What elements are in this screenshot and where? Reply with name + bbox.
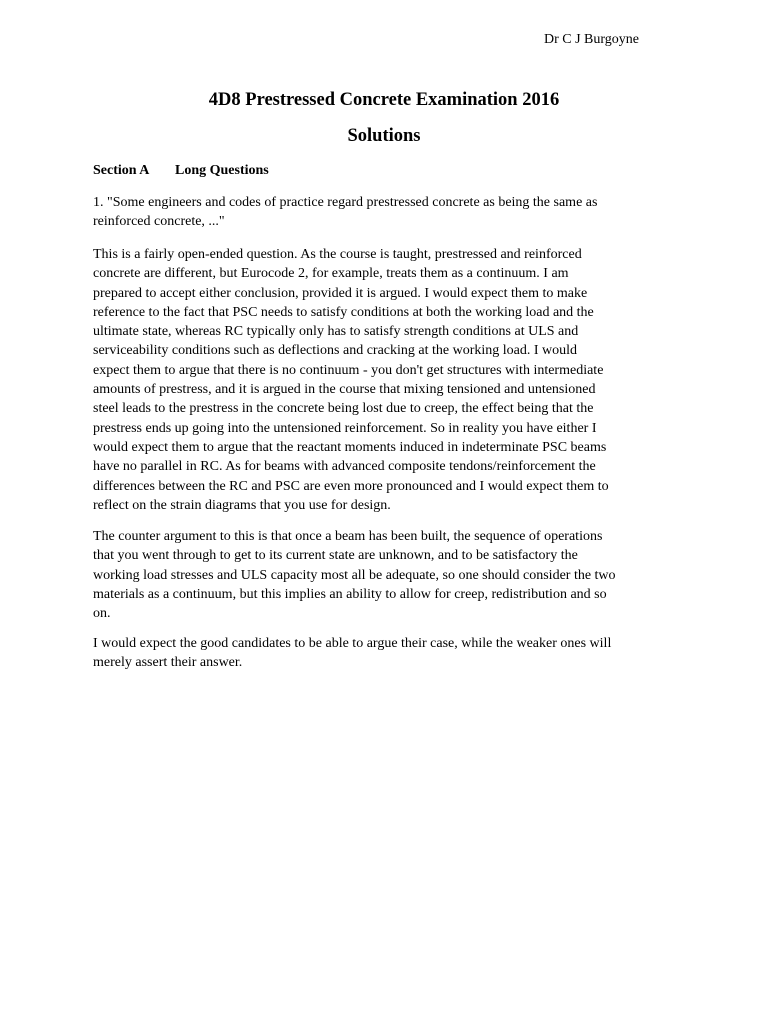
author-name: Dr C J Burgoyne [543, 32, 639, 47]
text-line: reflect on the strain diagrams that you use for design. [93, 497, 391, 513]
text-line: working load stresses and ULS capacity most all be adequate, so one should consider the two [93, 567, 616, 583]
text-line: reference to the fact that PSC needs to satisfy conditions at both the working load and the [93, 304, 594, 320]
text-line: reinforced concrete, ..." [93, 214, 225, 230]
text-line: This is a fairly open-ended question. As the course is taught, prestressed and reinforced [93, 247, 582, 262]
text-line: prestress ends up going into the untensioned reinforcement. So in reality you have either I [93, 420, 597, 436]
answer-paragraph-2 [93, 527, 677, 623]
section-heading [93, 162, 269, 180]
text-line: materials as a continuum, but this implies an ability to allow for creep, redistribution and so [93, 586, 607, 602]
section-name: Long Questions [175, 163, 269, 178]
text-line: serviceability conditions such as deflections and cracking at the working load. I would [93, 343, 578, 359]
document-title: 4D8 Prestressed Concrete Examination 2016 [208, 90, 560, 110]
answer-paragraph-1 [93, 245, 677, 515]
text-line: that you went through to get to its current state are unknown, and to be satisfactory the [93, 548, 578, 564]
text-line: prepared to accept either conclusion, provided it is argued. I would expect them to make [93, 285, 588, 301]
text-line: I would expect the good candidates to be able to argue their case, while the weaker ones will [93, 636, 612, 651]
section-label: Section A [93, 163, 150, 178]
text-line: have no parallel in RC. As for beams with advanced composite tendons/reinforcement the [93, 459, 596, 475]
text-line: merely assert their answer. [93, 655, 243, 671]
text-line: expect them to argue that there is no continuum - you don't get structures with intermediate [93, 362, 604, 378]
document-subtitle: Solutions [347, 126, 421, 146]
question-paragraph [93, 193, 677, 232]
answer-paragraph-3 [93, 634, 677, 673]
text-line: amounts of prestress, and it is argued in the course that mixing tensioned and untensioned [93, 382, 596, 398]
text-line: differences between the RC and PSC are even more pronounced and I would expect them to [93, 478, 609, 494]
text-line: steel leads to the prestress in the concrete being lost due to creep, the effect being that the [93, 401, 594, 417]
text-line: 1. "Some engineers and codes of practice regard prestressed concrete as being the same as [93, 195, 598, 210]
text-line: on. [93, 606, 111, 622]
text-line: concrete are different, but Eurocode 2, for example, treats them as a continuum. I am [93, 266, 569, 282]
text-line: would expect them to argue that the reactant moments induced in indeterminate PSC beams [93, 439, 607, 455]
text-line: ultimate state, whereas RC typically only has to satisfy strength conditions at ULS and [93, 324, 579, 340]
text-line: The counter argument to this is that once a beam has been built, the sequence of operations [93, 529, 603, 544]
